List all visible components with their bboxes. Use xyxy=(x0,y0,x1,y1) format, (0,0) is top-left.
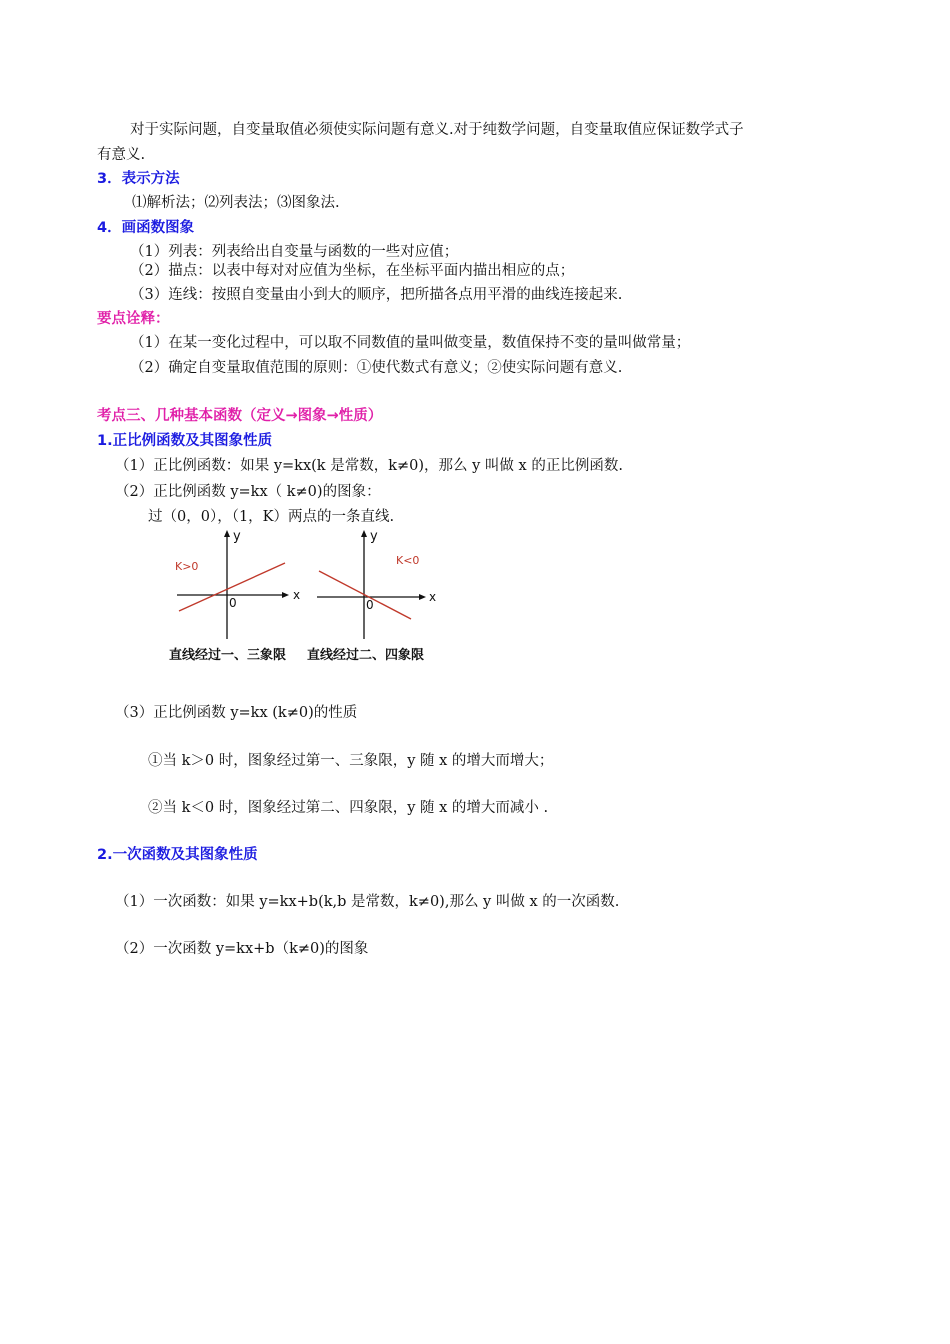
proportional-item-1: （1）正比例函数：如果 y=kx(k 是常数，k≠0)，那么 y 叫做 x 的正比例函数. xyxy=(115,458,623,474)
proportional-item-3: （3）正比例函数 y=kx (k≠0)的性质 xyxy=(115,705,358,721)
left-x-label: x xyxy=(293,588,301,602)
graphs-svg xyxy=(165,527,450,667)
linear-heading: 2.一次函数及其图象性质 xyxy=(97,847,258,863)
intro-line-2: 有意义. xyxy=(97,147,146,163)
left-y-axis-arrow xyxy=(224,530,230,537)
right-condition-label: K<0 xyxy=(396,554,420,567)
proportional-heading: 1.正比例函数及其图象性质 xyxy=(97,433,273,449)
section-3-heading: 3．表示方法 xyxy=(97,171,180,187)
section-3-body: ⑴解析法；⑵列表法；⑶图象法. xyxy=(132,195,340,211)
keypoints-heading: 要点诠释： xyxy=(97,311,170,327)
right-x-axis-arrow xyxy=(419,594,426,600)
left-condition-label: K>0 xyxy=(175,560,199,573)
proportional-item-2-sub: 过（0，0），（1，K）两点的一条直线. xyxy=(148,509,395,525)
right-origin-label: 0 xyxy=(366,598,374,612)
left-caption: 直线经过一、三象限 xyxy=(169,648,287,663)
section-4-heading: 4．画函数图象 xyxy=(97,220,195,236)
right-red-line xyxy=(319,571,411,619)
right-x-label: x xyxy=(429,590,437,604)
proportional-graphs-figure xyxy=(165,527,450,671)
left-y-label: y xyxy=(233,529,241,544)
left-x-axis-arrow xyxy=(282,592,289,598)
right-y-axis-arrow xyxy=(361,530,367,537)
right-y-label: y xyxy=(370,529,378,544)
proportional-prop-1: ①当 k＞0 时，图象经过第一、三象限，y 随 x 的增大而增大； xyxy=(148,753,554,769)
keypoints-item-1: （1）在某一变化过程中，可以取不同数值的量叫做变量，数值保持不变的量叫做常量； xyxy=(130,335,691,351)
proportional-item-2: （2）正比例函数 y=kx（ k≠0)的图象： xyxy=(115,484,381,500)
left-origin-label: 0 xyxy=(229,596,237,610)
linear-item-2: （2）一次函数 y=kx+b（k≠0)的图象 xyxy=(115,941,369,957)
section-4-item-1: （1）列表：列表给出自变量与函数的一些对应值； xyxy=(130,244,459,260)
topic-3-heading: 考点三、几种基本函数（定义→图象→性质） xyxy=(97,408,383,424)
section-4-item-3: （3）连线：按照自变量由小到大的顺序，把所描各点用平滑的曲线连接起来. xyxy=(130,287,623,303)
graph-k-positive xyxy=(169,529,300,663)
graph-k-negative xyxy=(307,529,436,663)
section-4-item-2: （2）描点：以表中每对对应值为坐标，在坐标平面内描出相应的点； xyxy=(130,263,575,279)
keypoints-item-2: （2）确定自变量取值范围的原则：①使代数式有意义；②使实际问题有意义. xyxy=(130,360,623,376)
right-caption: 直线经过二、四象限 xyxy=(307,648,425,663)
linear-item-1: （1）一次函数：如果 y=kx+b(k,b 是常数，k≠0),那么 y 叫做 x 的一次函数. xyxy=(115,894,620,910)
proportional-prop-2: ②当 k＜0 时，图象经过第二、四象限，y 随 x 的增大而减小 . xyxy=(148,800,549,816)
intro-line-1: 对于实际问题，自变量取值必须使实际问题有意义.对于纯数学问题，自变量取值应保证数学式子 xyxy=(130,122,744,138)
